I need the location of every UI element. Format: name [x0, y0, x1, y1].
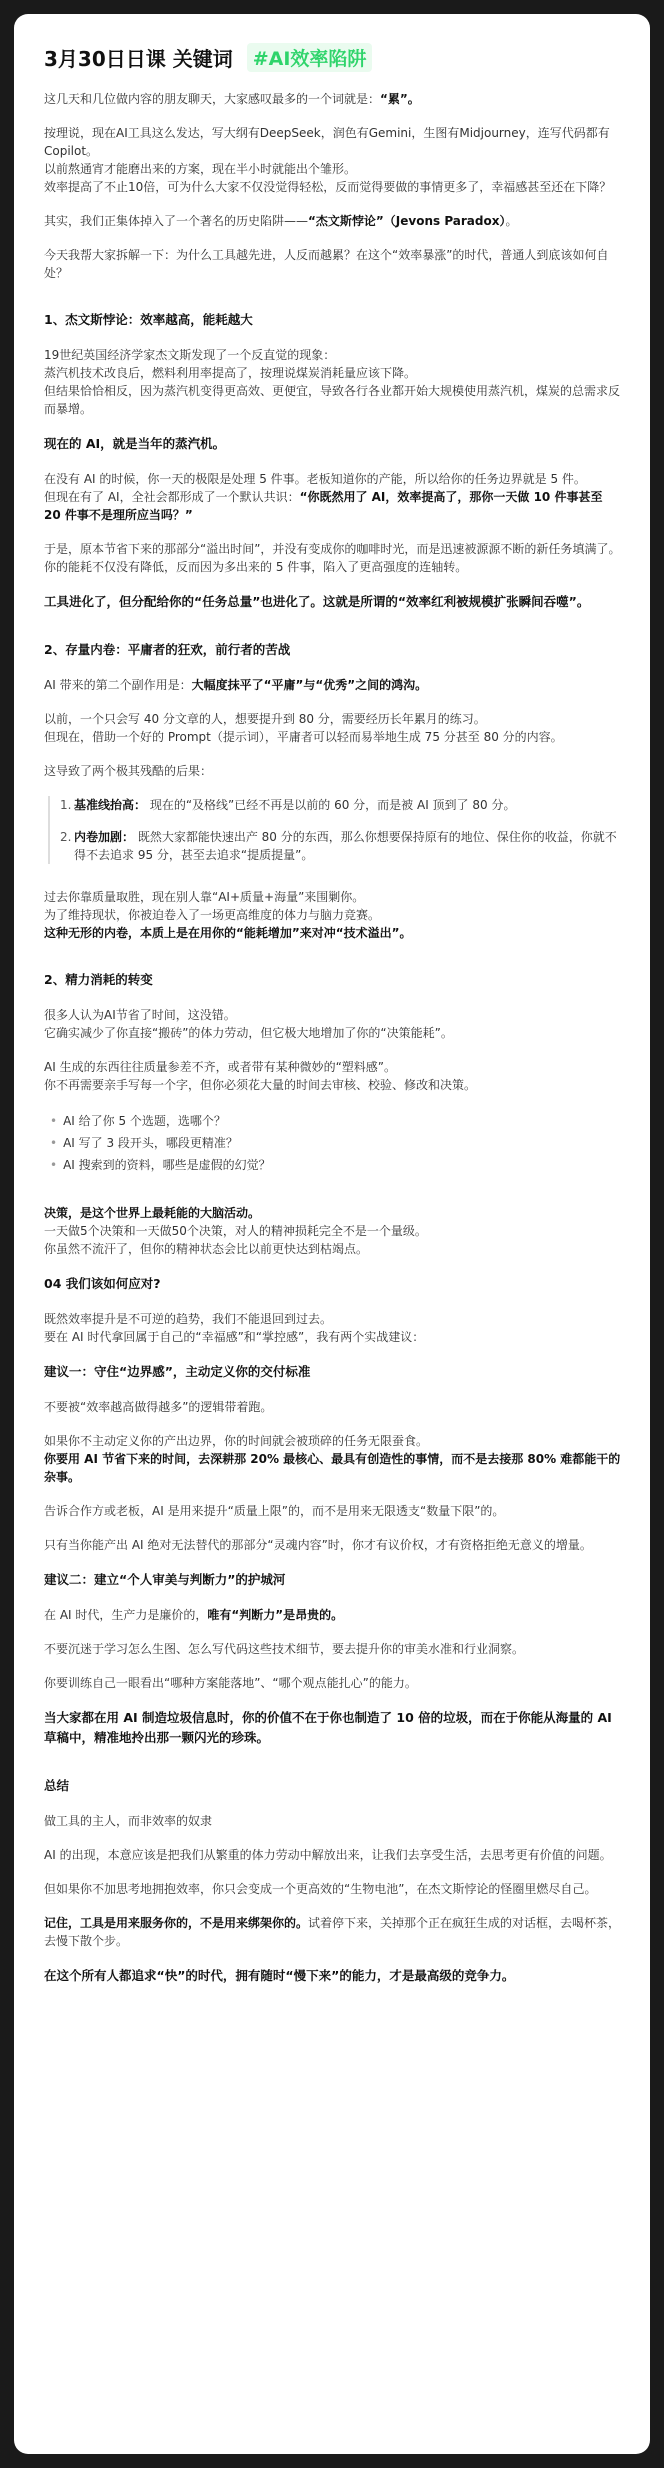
advice-2-heading: 建议二：建立“个人审美与判断力”的护城河 [44, 1572, 286, 1587]
advice-2-aesthetic: 不要沉迷于学习怎么生图、怎么写代码这些技术细节，要去提升你的审美水准和行业洞察。 [44, 1642, 525, 1656]
list-number: 2. [60, 830, 72, 844]
summary-heading: 总结 [44, 1778, 70, 1793]
section-3-decision: AI 生成的东西往往质量参差不齐，或者带有某种微妙的“塑料感”。 你不再需要亲手写每一个字，但你必须花大量的时间去审核、校验、修改和决策。 [44, 1060, 477, 1092]
section-1-subheading: 现在的 AI，就是当年的蒸汽机。 [44, 436, 226, 451]
summary-subtitle: 做工具的主人，而非效率的奴隶 [44, 1814, 213, 1828]
advice-2-training: 你要训练自己一眼看出“哪种方案能落地”、“哪个观点能扎心”的能力。 [44, 1676, 417, 1690]
section-2-conclusion [44, 888, 622, 942]
summary-warning: 但如果你不加思考地拥抱效率，你只会变成一个更高效的“生物电池”，在杰文斯悖论的怪圈里燃尽自己。 [44, 1882, 597, 1896]
paradox-name: “杰文斯悖论”（Jevons Paradox） [308, 214, 506, 228]
title-row [44, 40, 622, 74]
section-2-prompt-example: 以前，一个只会写 40 分文章的人，想要提升到 80 分，需要经历长年累月的练习。 但现在，借助一个好的 Prompt（提示词），平庸者可以轻而易举地生成 75 分甚至 80 分的内容。 [44, 712, 563, 744]
list-number: 1. [60, 798, 72, 812]
article-card [14, 14, 650, 2454]
intro-text: 这几天和几位做内容的朋友聊天，大家感叹最多的一个词就是： [44, 92, 381, 106]
ai-example-text: 在没有 AI 的时候，你一天的极限是处理 5 件事。老板知道你的产能，所以给你的任务边界就是 5 件。 但现在有了 AI，全社会都形成了一个默认共识： [44, 472, 586, 504]
section-2-consequences-intro: 这导致了两个极其残酷的后果： [44, 764, 213, 778]
section-3-heading: 2、精力消耗的转变 [44, 972, 153, 987]
page-title: 3月30日日课 关键词 [44, 46, 233, 71]
advice-1-boundary [44, 1432, 622, 1486]
section-3-intro: 很多人认为AI节省了时间，这没错。 它确实减少了你直接“搬砖”的体力劳动，但它极大地增加了你的“决策能耗”。 [44, 1008, 453, 1040]
ai-example-quote: “你既然用了 AI，效率提高了，那你一天做 10 件事甚至 20 件事不是理所应当吗？” [44, 490, 603, 522]
list-item: • AI 写了 3 段开头，哪段更精准？ [50, 1132, 622, 1154]
section-2-side-effect [44, 676, 622, 694]
advice-1-text: 不要被“效率越高做得越多”的逻辑带着跑。 [44, 1400, 273, 1414]
side-effect-text: AI 带来的第二个副作用是： [44, 678, 192, 692]
consequence-list [48, 796, 622, 864]
section-1-overflow-time: 于是，原本节省下来的那部分“溢出时间”，并没有变成你的咖啡时光，而是迅速被源源不断的新任务填满了。你的能耗不仅没有降低，反而因为多出来的 5 件事，陷入了更高强度的连轴转。 [44, 542, 621, 574]
section-1-history: 19世纪英国经济学家杰文斯发现了一个反直觉的现象： 蒸汽机技术改良后，燃料利用率提高了，按理说煤炭消耗量应该下降。 但结果恰恰相反，因为蒸汽机变得更高效、更便宜，导致各行各业都开始大规模使用蒸汽机，煤炭的总需求反而暴增。 [44, 348, 621, 416]
section-1-ai-example [44, 470, 622, 524]
decision-emphasis: 决策，是这个世界上最耗能的大脑活动。 [44, 1206, 261, 1220]
section-2-conclusion-emphasis: 这种无形的内卷，本质上是在用你的“能耗增加”来对冲“技术溢出”。 [44, 926, 412, 940]
summary-purpose: AI 的出现，本意应该是把我们从繁重的体力劳动中解放出来，让我们去享受生活，去思考更有价值的问题。 [44, 1848, 612, 1862]
list-label: 内卷加剧： [74, 830, 135, 844]
list-label: 基准线抬高： [74, 798, 147, 812]
list-item: • AI 搜索到的资料，哪些是虚假的幻觉？ [50, 1154, 622, 1176]
section-1-heading: 1、杰文斯悖论：效率越高，能耗越大 [44, 312, 253, 327]
advice-1-heading: 建议一：守住“边界感”，主动定义你的交付标准 [44, 1364, 311, 1379]
section-1-conclusion: 工具进化了，但分配给你的“任务总量”也进化了。这就是所谓的“效率红利被规模扩张瞬间吞噬”。 [44, 594, 590, 609]
section-2-heading: 2、存量内卷：平庸者的狂欢，前行者的苦战 [44, 642, 291, 657]
advice-1-leverage: 只有当你能产出 AI 绝对无法替代的那部分“灵魂内容”时，你才有议价权，才有资格拒绝无意义的增量。 [44, 1538, 592, 1552]
paradox-intro [44, 212, 622, 230]
boundary-text: 如果你不主动定义你的产出边界，你的时间就会被琐碎的任务无限蚕食。 [44, 1434, 429, 1448]
advice-1-communicate: 告诉合作方或老板，AI 是用来提升“质量上限”的，而不是用来无限透支“数量下限”的。 [44, 1504, 505, 1518]
judgement-text: 在 AI 时代，生产力是廉价的， [44, 1608, 208, 1622]
side-effect-emphasis: 大幅度抹平了“平庸”与“优秀”之间的鸿沟。 [191, 678, 428, 692]
remember-emphasis: 记住，工具是用来服务你的，不是用来绑架你的。 [44, 1916, 309, 1930]
summary-closing: 在这个所有人都追求“快”的时代，拥有随时“慢下来”的能力，才是最高级的竞争力。 [44, 1968, 515, 1983]
judgement-emphasis: 唯有“判断力”是昂贵的。 [207, 1608, 344, 1622]
question-list [44, 1110, 622, 1176]
list-item [60, 828, 622, 864]
section-4-intro: 既然效率提升是不可逆的趋势，我们不能退回到过去。 要在 AI 时代拿回属于自己的“幸福感”和“掌控感”，我有两个实战建议： [44, 1312, 425, 1344]
list-text: 既然大家都能快速出产 80 分的东西，那么你想要保持原有的地位、保住你的收益，你就不得不去追求 95 分，甚至去追求“提质提量”。 [74, 830, 617, 862]
section-3-conclusion [44, 1204, 622, 1258]
boundary-emphasis: 你要用 AI 节省下来的时间，去深耕那 20% 最核心、最具有创造性的事情，而不是去接那 80% 难都能干的杂事。 [44, 1452, 621, 1484]
advice-2-conclusion: 当大家都在用 AI 制造垃圾信息时，你的价值不在于你也制造了 10 倍的垃圾，而在于你能从海量的 AI 草稿中，精准地拎出那一颗闪光的珍珠。 [44, 1710, 612, 1745]
list-item: • AI 给了你 5 个选题，选哪个？ [50, 1110, 622, 1132]
intro-paragraph [44, 90, 622, 108]
section-4-heading: 04 我们该如何应对? [44, 1276, 161, 1291]
decision-text: 一天做5个决策和一天做50个决策，对人的精神损耗完全不是一个量级。 你虽然不流汗了，但你的精神状态会比以前更快达到枯竭点。 [44, 1224, 427, 1256]
context-paragraph: 按理说，现在AI工具这么发达，写大纲有DeepSeek，润色有Gemini，生图有Midjourney，连写代码都有Copilot。 以前熬通宵才能磨出来的方案，现在半小时就能出个雏形。 效率提高了不止10倍，可为什么大家不仅没觉得轻松，反而觉得要做的事情更多了，幸福感甚至还在下降？ [44, 126, 612, 194]
list-text: 现在的“及格线”已经不再是以前的 60 分，而是被 AI 顶到了 80 分。 [149, 798, 516, 812]
advice-2-judgement [44, 1606, 622, 1624]
section-2-conclusion-text: 过去你靠质量取胜，现在别人靠“AI+质量+海量”来围剿你。 为了维持现状，你被迫卷入了一场更高维度的体力与脑力竞赛。 [44, 890, 381, 922]
list-item [60, 796, 622, 814]
intro-emphasis: “累”。 [380, 92, 420, 106]
remember-text: 试着停下来，关掉那个正在疯狂生成的对话框，去喝杯茶，去慢下散个步。 [44, 1916, 621, 1948]
question-paragraph: 今天我帮大家拆解一下：为什么工具越先进，人反而越累？在这个“效率暴涨”的时代，普通人到底该如何自处？ [44, 248, 609, 280]
summary-remember [44, 1914, 622, 1950]
paradox-intro-end: 。 [505, 214, 518, 228]
paradox-intro-text: 其实，我们正集体掉入了一个著名的历史陷阱—— [44, 214, 309, 228]
keyword-tag: #AI效率陷阱 [247, 43, 373, 72]
